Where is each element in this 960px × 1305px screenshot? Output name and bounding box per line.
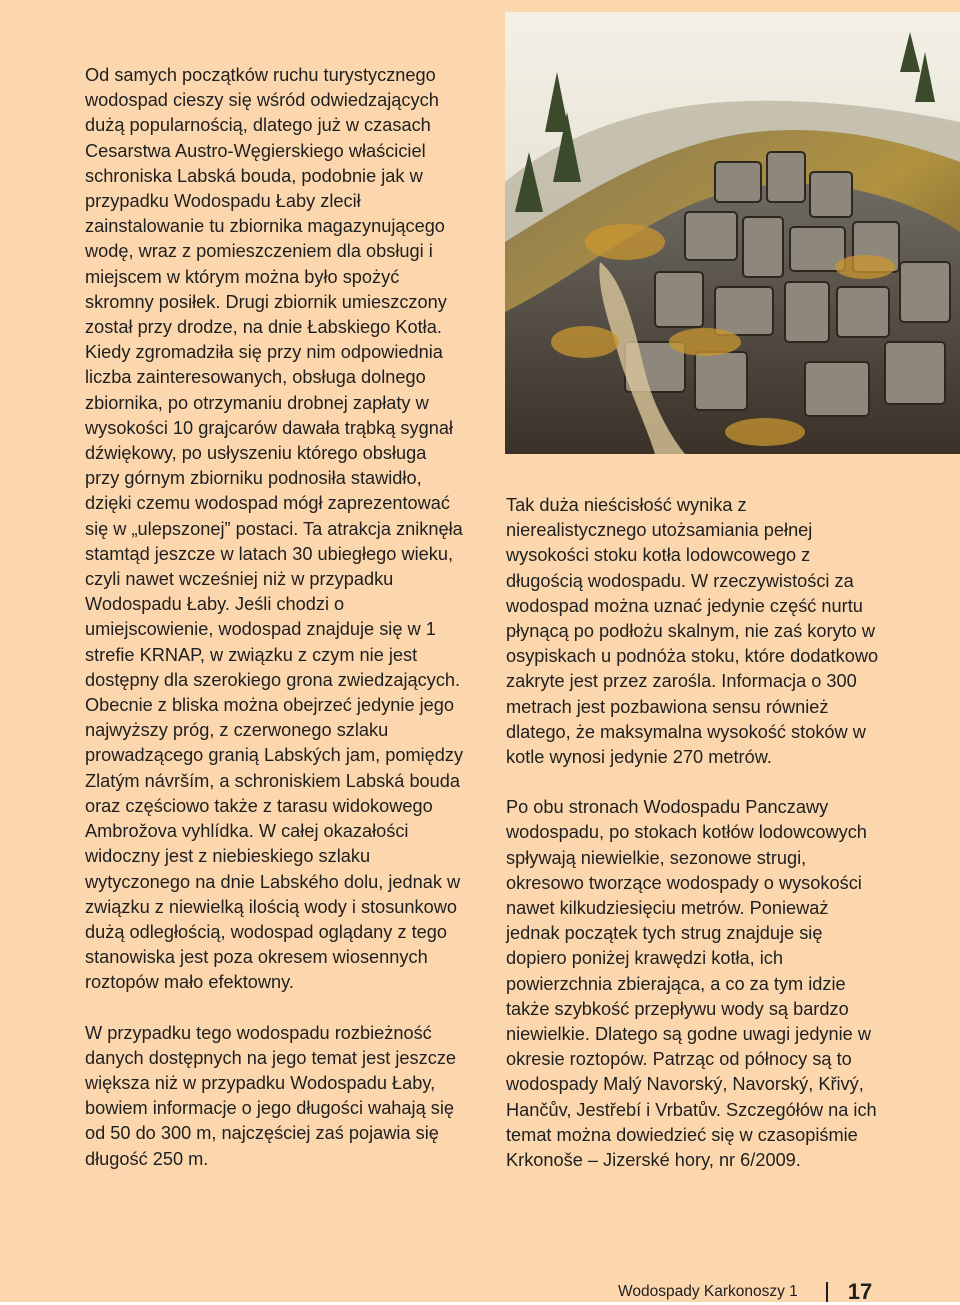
page-footer bbox=[618, 1279, 872, 1305]
left-text-column bbox=[85, 63, 465, 1172]
paragraph: Po obu stronach Wodospadu Panczawy wodospadu, po stokach kotłów lodowcowych spływają niewielkie, sezonowe strugi, okresowo tworzące wodospady o wysokości nawet kilkudziesięciu metrów. Ponieważ jednak początek tych strug znajduje się dopiero poniżej krawędzi kotła, ich powierzchnia zbierająca, a co za tym idzie także szybkość przepływu wody są bardzo niewielkie. Dlatego są godne uwagi jedynie w okresie roztopów. Patrząc od północy są to wodospady Malý Navorský, Navorský, Křivý, Hančův, Jestřebí i Vrbatův. Szczegółów na ich temat można dowiedzieć się w czasopiśmie Krkonoše – Jizerské hory, nr 6/2009. bbox=[506, 797, 877, 1171]
right-text-column bbox=[506, 493, 886, 1173]
waterfall-rocks-photo bbox=[505, 12, 960, 454]
paragraph: W przypadku tego wodospadu rozbieżność danych dostępnych na jego temat jest jeszcze większa niż w przypadku Wodospadu Łaby, bowiem informacje o jego długości wahają się od 50 do 300 m, najczęściej zaś pojawia się długość 250 m. bbox=[85, 1022, 457, 1169]
paragraph: Tak duża nieścisłość wynika z nierealistycznego utożsamiania pełnej wysokości stoku kotła lodowcowego z długością wodospadu. W rzeczywistości za wodospad można uznać jedynie część nurtu płynącą po podłożu skalnym, nie zaś koryto w osypiskach u podnóża stoku, które dodatkowo zakryte jest przez zarośla. Informacja o 300 metrach jest pozbawiona sensu również dlatego, że maksymalna wysokość stoków w kotle wynosi jedynie 270 metrów. bbox=[506, 495, 879, 768]
paragraph: Od samych początków ruchu turystycznego wodospad cieszy się wśród odwiedzających dużą popularnością, dlatego już w czasach Cesarstwa Austro-Węgierskiego właściciel schroniska Labská bouda, podobnie jak w przypadku Wodospadu Łaby zlecił zainstalowanie tu zbiornika magazynującego wodę, wraz z pomieszczeniem dla obsługi i miejscem w którym można było spożyć skromny posiłek. Drugi zbiornik umieszczony został przy drodze, na dnie Łabskiego Kotła. Kiedy zgromadziła się przy nim odpowiednia liczba zainteresowanych, obsługa dolnego zbiornika, po otrzymaniu drobnej zapłaty w wysokości 10 grajcarów dawała trąbką sygnał dźwiękowy, po usłyszeniu którego obsługa przy górnym zbiorniku podnosiła stawidło, dzięki czemu wodospad mógł zaprezentować się w „ulepszonej” postaci. Ta atrakcja zniknęła stamtąd jeszcze w latach 30 ubiegłego wieku, czyli nawet wcześniej niż w przypadku Wodospadu Łaby. Jeśli chodzi o umiejscowienie, wodospad znajduje się w 1 strefie KRNAP, w związku z czym nie jest dostępny dla szerokiego grona zwiedzających. Obecnie z bliska można obejrzeć jedynie jego najwyższy próg, z czerwonego szlaku prowadzącego granią Labských jam, pomiędzy Zlatým návrším, a schroniskiem Labská bouda oraz częściowo także z tarasu widokowego Ambrožova vyhlídka. W całej okazałości widoczny jest z niebieskiego szlaku wytyczonego na dnie Labského dolu, jednak w związku z niewielką ilością wody i stosunkowo dużą odległością, wodospad oglądany z tego stanowiska jest poza okresem wiosennych roztopów mało efektowny. bbox=[85, 65, 464, 993]
footer-publication-title: Wodospady Karkonoszy 1 bbox=[618, 1283, 798, 1300]
page-number: 17 bbox=[847, 1279, 873, 1304]
footer-divider bbox=[826, 1282, 828, 1302]
